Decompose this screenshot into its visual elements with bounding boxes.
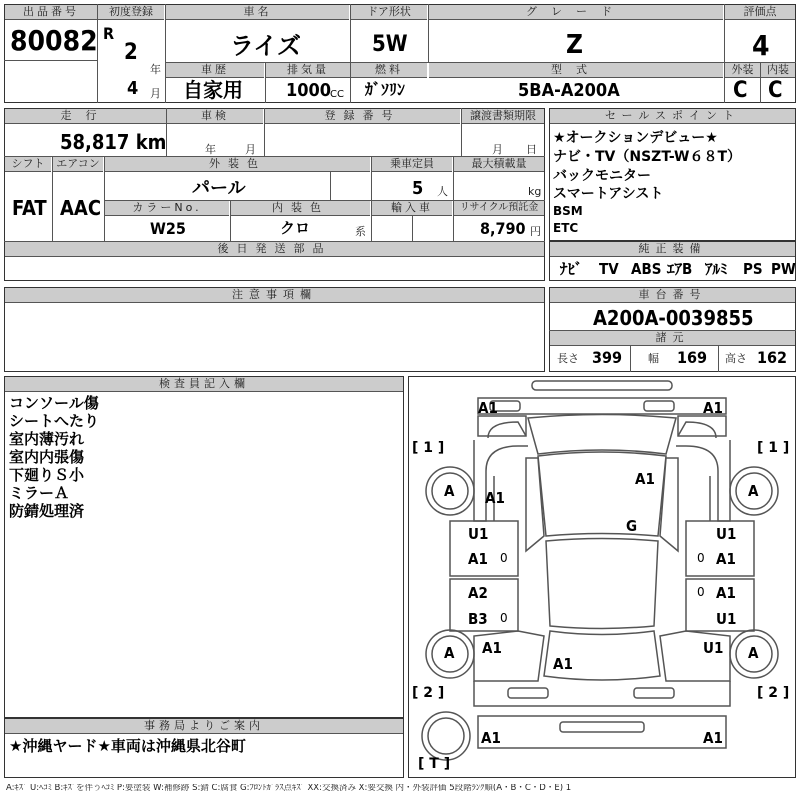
first-reg-label: 初度登録 [98, 5, 164, 20]
bracket-2-left: [ 2 ] [412, 685, 445, 701]
recycle-unit: 円 [530, 225, 541, 238]
zero-mark: 0 [697, 551, 705, 565]
insp-month-unit: 月 [245, 143, 256, 156]
wheel-mark: A [748, 644, 759, 662]
bracket-1-right: [ 1 ] [757, 440, 790, 456]
legend: A:ｷｽﾞ U:ﾍｺﾐ B:ｷｽﾞを伴うﾍｺﾐ P:要塗装 W:補修跡 S:錆 C:腐食 G:ﾌﾛﾝﾄｶﾞﾗｽ点ｷｽﾞ XX:交換済み X:要交換 内・外装評価 5段階ﾗﾝｸ順(A・B・C・D・E) 1 [6, 784, 572, 793]
shift: FAT [12, 196, 47, 220]
transfer-day-unit: 日 [526, 143, 537, 156]
width-label: 幅 [648, 352, 659, 365]
ac-label: エアコン [53, 157, 103, 172]
mark-door-rr-2: U1 [716, 610, 737, 628]
wheel-mark: A [444, 482, 455, 500]
equip-item: PS [743, 260, 763, 278]
capacity-label: 乗車定員 [372, 157, 452, 172]
zero-mark: 0 [697, 585, 705, 599]
model: 5BA-A200A [518, 80, 620, 101]
inspection-label: 車検 [167, 109, 263, 124]
mark-door-rl-2: B3 [468, 610, 488, 628]
door-type: 5W [372, 32, 408, 57]
sales-line: ★オークションデビュー★ [553, 130, 718, 146]
color-no-label: カラーNo. [105, 201, 229, 216]
grade: Z [566, 30, 583, 60]
equip-item: ｴｱB [667, 260, 693, 278]
length: 399 [592, 348, 623, 367]
office-text: ★沖縄ヤード★車両は沖縄県北谷町 [9, 737, 246, 755]
mark-quarter-left: A1 [482, 639, 502, 657]
interior-color-label: 内装色 [231, 201, 370, 216]
equip-item: ｱﾙﾐ [705, 260, 728, 278]
height-label: 高さ [725, 352, 747, 365]
width: 169 [677, 348, 708, 367]
equipment-label: 純正装備 [550, 242, 795, 257]
lot-no-label: 出品番号 [5, 5, 97, 20]
color-label: 外装色 [105, 157, 370, 172]
int-score: C [768, 78, 783, 103]
mileage-label: 走行 [5, 109, 166, 124]
fuel: ｶﾞｿﾘﾝ [365, 80, 406, 99]
int-label: 内装 [761, 63, 795, 78]
mark-fender-left: A1 [485, 489, 505, 507]
car-outline [408, 376, 796, 778]
load-unit: kg [528, 185, 542, 198]
inspector-line: コンソール傷 [9, 394, 99, 412]
inspector-line: 室内薄汚れ [9, 430, 85, 448]
zero-mark: 0 [500, 551, 508, 565]
ac: AAC [60, 196, 102, 220]
ext-label: 外装 [725, 63, 760, 78]
mark-rear-left: A1 [481, 729, 501, 747]
recycle-label: リサイクル預託金 [454, 201, 544, 216]
mark-door-fl-2: A1 [468, 550, 488, 568]
equip-item: TV [599, 260, 619, 278]
transfer-month-unit: 月 [492, 143, 503, 156]
mark-door-rr-1: A1 [716, 584, 736, 602]
displacement-label: 排気量 [266, 63, 350, 78]
model-label: 型式 [429, 63, 723, 78]
sales-line: ETC [553, 221, 579, 235]
inspector-line: 下廻りＳ小 [9, 466, 85, 484]
mileage: 58,817 km [60, 130, 167, 154]
mark-quarter-right: U1 [703, 639, 724, 657]
history-label: 車歴 [166, 63, 264, 78]
inspector-line: シートへたり [9, 412, 100, 430]
mark-front-right: A1 [703, 399, 723, 417]
insp-year-unit: 年 [205, 143, 216, 156]
bracket-t: [ T ] [418, 756, 451, 772]
reg-month: 4 [127, 78, 139, 99]
interior-suffix: 系 [355, 225, 366, 238]
year-unit: 年 [150, 63, 161, 76]
mark-hood: A1 [635, 470, 655, 488]
bracket-1-left: [ 1 ] [412, 440, 445, 456]
fuel-label: 燃料 [351, 63, 427, 78]
color-no: W25 [150, 219, 186, 238]
lot-no: 80082 [10, 24, 98, 57]
inspector-line: ミラーＡ [9, 484, 70, 502]
grade-label: グレード [429, 5, 723, 20]
sales-label: セールスポイント [550, 109, 795, 124]
wheel-mark: A [444, 644, 455, 662]
dims-label: 諸元 [550, 331, 795, 346]
inspector-line: 防錆処理済 [9, 502, 85, 520]
month-unit: 月 [150, 87, 161, 100]
mark-door-fr-1: U1 [716, 525, 737, 543]
mark-trunk: A1 [553, 655, 573, 673]
sales-line: ナビ・TV（NSZT-W６８T） [553, 149, 742, 165]
mark-door-fr-2: A1 [716, 550, 736, 568]
sales-line: バックモニター [553, 168, 651, 184]
wheel-mark: A [748, 482, 759, 500]
door-label: ドア形状 [351, 5, 427, 20]
sales-line: スマートアシスト [553, 186, 664, 202]
chassis-number: A200A-0039855 [593, 306, 754, 330]
equip-item: PW [771, 260, 796, 278]
color: パール [192, 178, 246, 199]
mark-rear-right: A1 [703, 729, 723, 747]
score-label: 評価点 [725, 5, 795, 20]
length-label: 長さ [557, 352, 579, 365]
displacement: 1000 [286, 80, 332, 101]
equip-item: ABS [631, 260, 662, 278]
car-name-label: 車名 [166, 5, 349, 20]
bracket-2-right: [ 2 ] [757, 685, 790, 701]
shift-label: シフト [5, 157, 51, 172]
history: 自家用 [183, 78, 243, 102]
mark-door-rl-1: A2 [468, 584, 488, 602]
ext-score: C [733, 78, 748, 103]
chassis-label: 車台番号 [550, 288, 795, 303]
inspector-line: 室内内張傷 [9, 448, 85, 466]
car-name: ライズ [230, 32, 302, 60]
notes-label: 注意事項欄 [5, 288, 544, 303]
office-label: 事務局よりご案内 [5, 719, 403, 734]
inspector-label: 検査員記入欄 [5, 377, 403, 392]
mark-door-fl-1: U1 [468, 525, 489, 543]
mark-glass: G [626, 517, 638, 535]
equip-item: ﾅﾋﾞ [560, 260, 583, 278]
era: R [103, 24, 115, 43]
reg-year: 2 [124, 40, 138, 65]
mark-front-left: A1 [478, 399, 498, 417]
reg-no-label: 登録番号 [265, 109, 460, 124]
score: 4 [752, 29, 770, 62]
interior-color: クロ [280, 219, 311, 237]
sales-line: BSM [553, 204, 583, 218]
transfer-label: 譲渡書類期限 [462, 109, 544, 124]
displacement-unit: CC [330, 89, 344, 100]
load-label: 最大積載量 [454, 157, 544, 172]
capacity-unit: 人 [437, 185, 448, 198]
recycle: 8,790 [480, 219, 526, 238]
height: 162 [757, 348, 788, 367]
capacity: 5 [412, 178, 424, 199]
import-label: 輸入車 [372, 201, 452, 216]
later-parts-label: 後日発送部品 [5, 242, 544, 257]
zero-mark: 0 [500, 611, 508, 625]
